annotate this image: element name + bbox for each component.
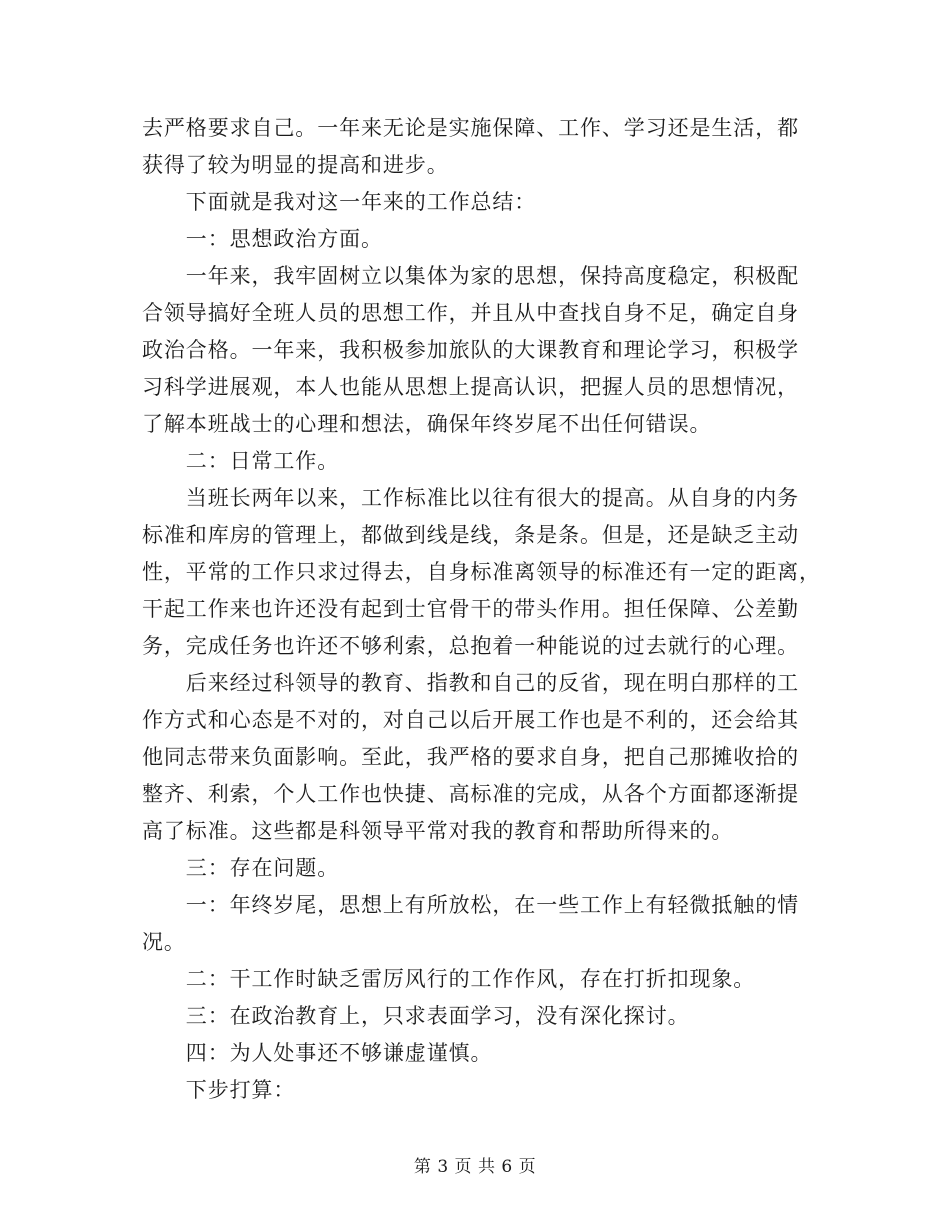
text-line: 干起工作来也许还没有起到士官骨干的带头作用。担任保障、公差勤 (142, 597, 799, 621)
text-line: 一：年终岁尾，思想上有所放松，在一些工作上有轻微抵触的情 (142, 893, 799, 917)
section-heading: 下步打算： (142, 1078, 296, 1102)
text-line: 务，完成任务也许还不够利索，总抱着一种能说的过去就行的心理。 (142, 634, 799, 658)
text-line: 高了标准。这些都是科领导平常对我的教育和帮助所得来的。 (142, 819, 734, 843)
text-line: 作方式和心态是不对的，对自己以后开展工作也是不利的，还会给其 (142, 708, 799, 732)
text-line: 三：在政治教育上，只求表面学习，没有深化探讨。 (142, 1004, 690, 1028)
text-line: 下面就是我对这一年来的工作总结： (142, 190, 537, 214)
text-line: 后来经过科领导的教育、指教和自己的反省，现在明白那样的工 (142, 671, 799, 695)
text-line: 习科学进展观，本人也能从思想上提高认识，把握人员的思想情况， (142, 375, 799, 399)
text-line: 去严格要求自己。一年来无论是实施保障、工作、学习还是生活，都 (142, 116, 799, 140)
text-line: 政治合格。一年来，我积极参加旅队的大课教育和理论学习，积极学 (142, 338, 799, 362)
text-line: 他同志带来负面影响。至此，我严格的要求自身，把自己那摊收拾的 (142, 745, 799, 769)
text-line: 整齐、利索，个人工作也快捷、高标准的完成，从各个方面都逐渐提 (142, 782, 799, 806)
text-line: 性，平常的工作只求过得去，自身标准离领导的标准还有一定的距离， (142, 560, 821, 584)
page-number-footer: 第 3 页 共 6 页 (413, 1157, 537, 1177)
section-heading: 一：思想政治方面。 (142, 227, 383, 251)
text-line: 获得了较为明显的提高和进步。 (142, 153, 449, 177)
text-line: 况。 (142, 930, 186, 954)
text-line: 当班长两年以来，工作标准比以往有很大的提高。从自身的内务 (142, 486, 799, 510)
text-line: 四：为人处事还不够谦虚谨慎。 (142, 1041, 493, 1065)
text-line: 一年来，我牢固树立以集体为家的思想，保持高度稳定，积极配 (142, 264, 799, 288)
text-line: 二：干工作时缺乏雷厉风行的工作作风，存在打折扣现象。 (142, 967, 756, 991)
text-line: 标准和库房的管理上，都做到线是线，条是条。但是，还是缺乏主动 (142, 523, 799, 547)
text-line: 合领导搞好全班人员的思想工作，并且从中查找自身不足，确定自身 (142, 301, 799, 325)
section-heading: 二：日常工作。 (142, 449, 340, 473)
section-heading: 三：存在问题。 (142, 856, 340, 880)
text-line: 了解本班战士的心理和想法，确保年终岁尾不出任何错误。 (142, 412, 712, 436)
